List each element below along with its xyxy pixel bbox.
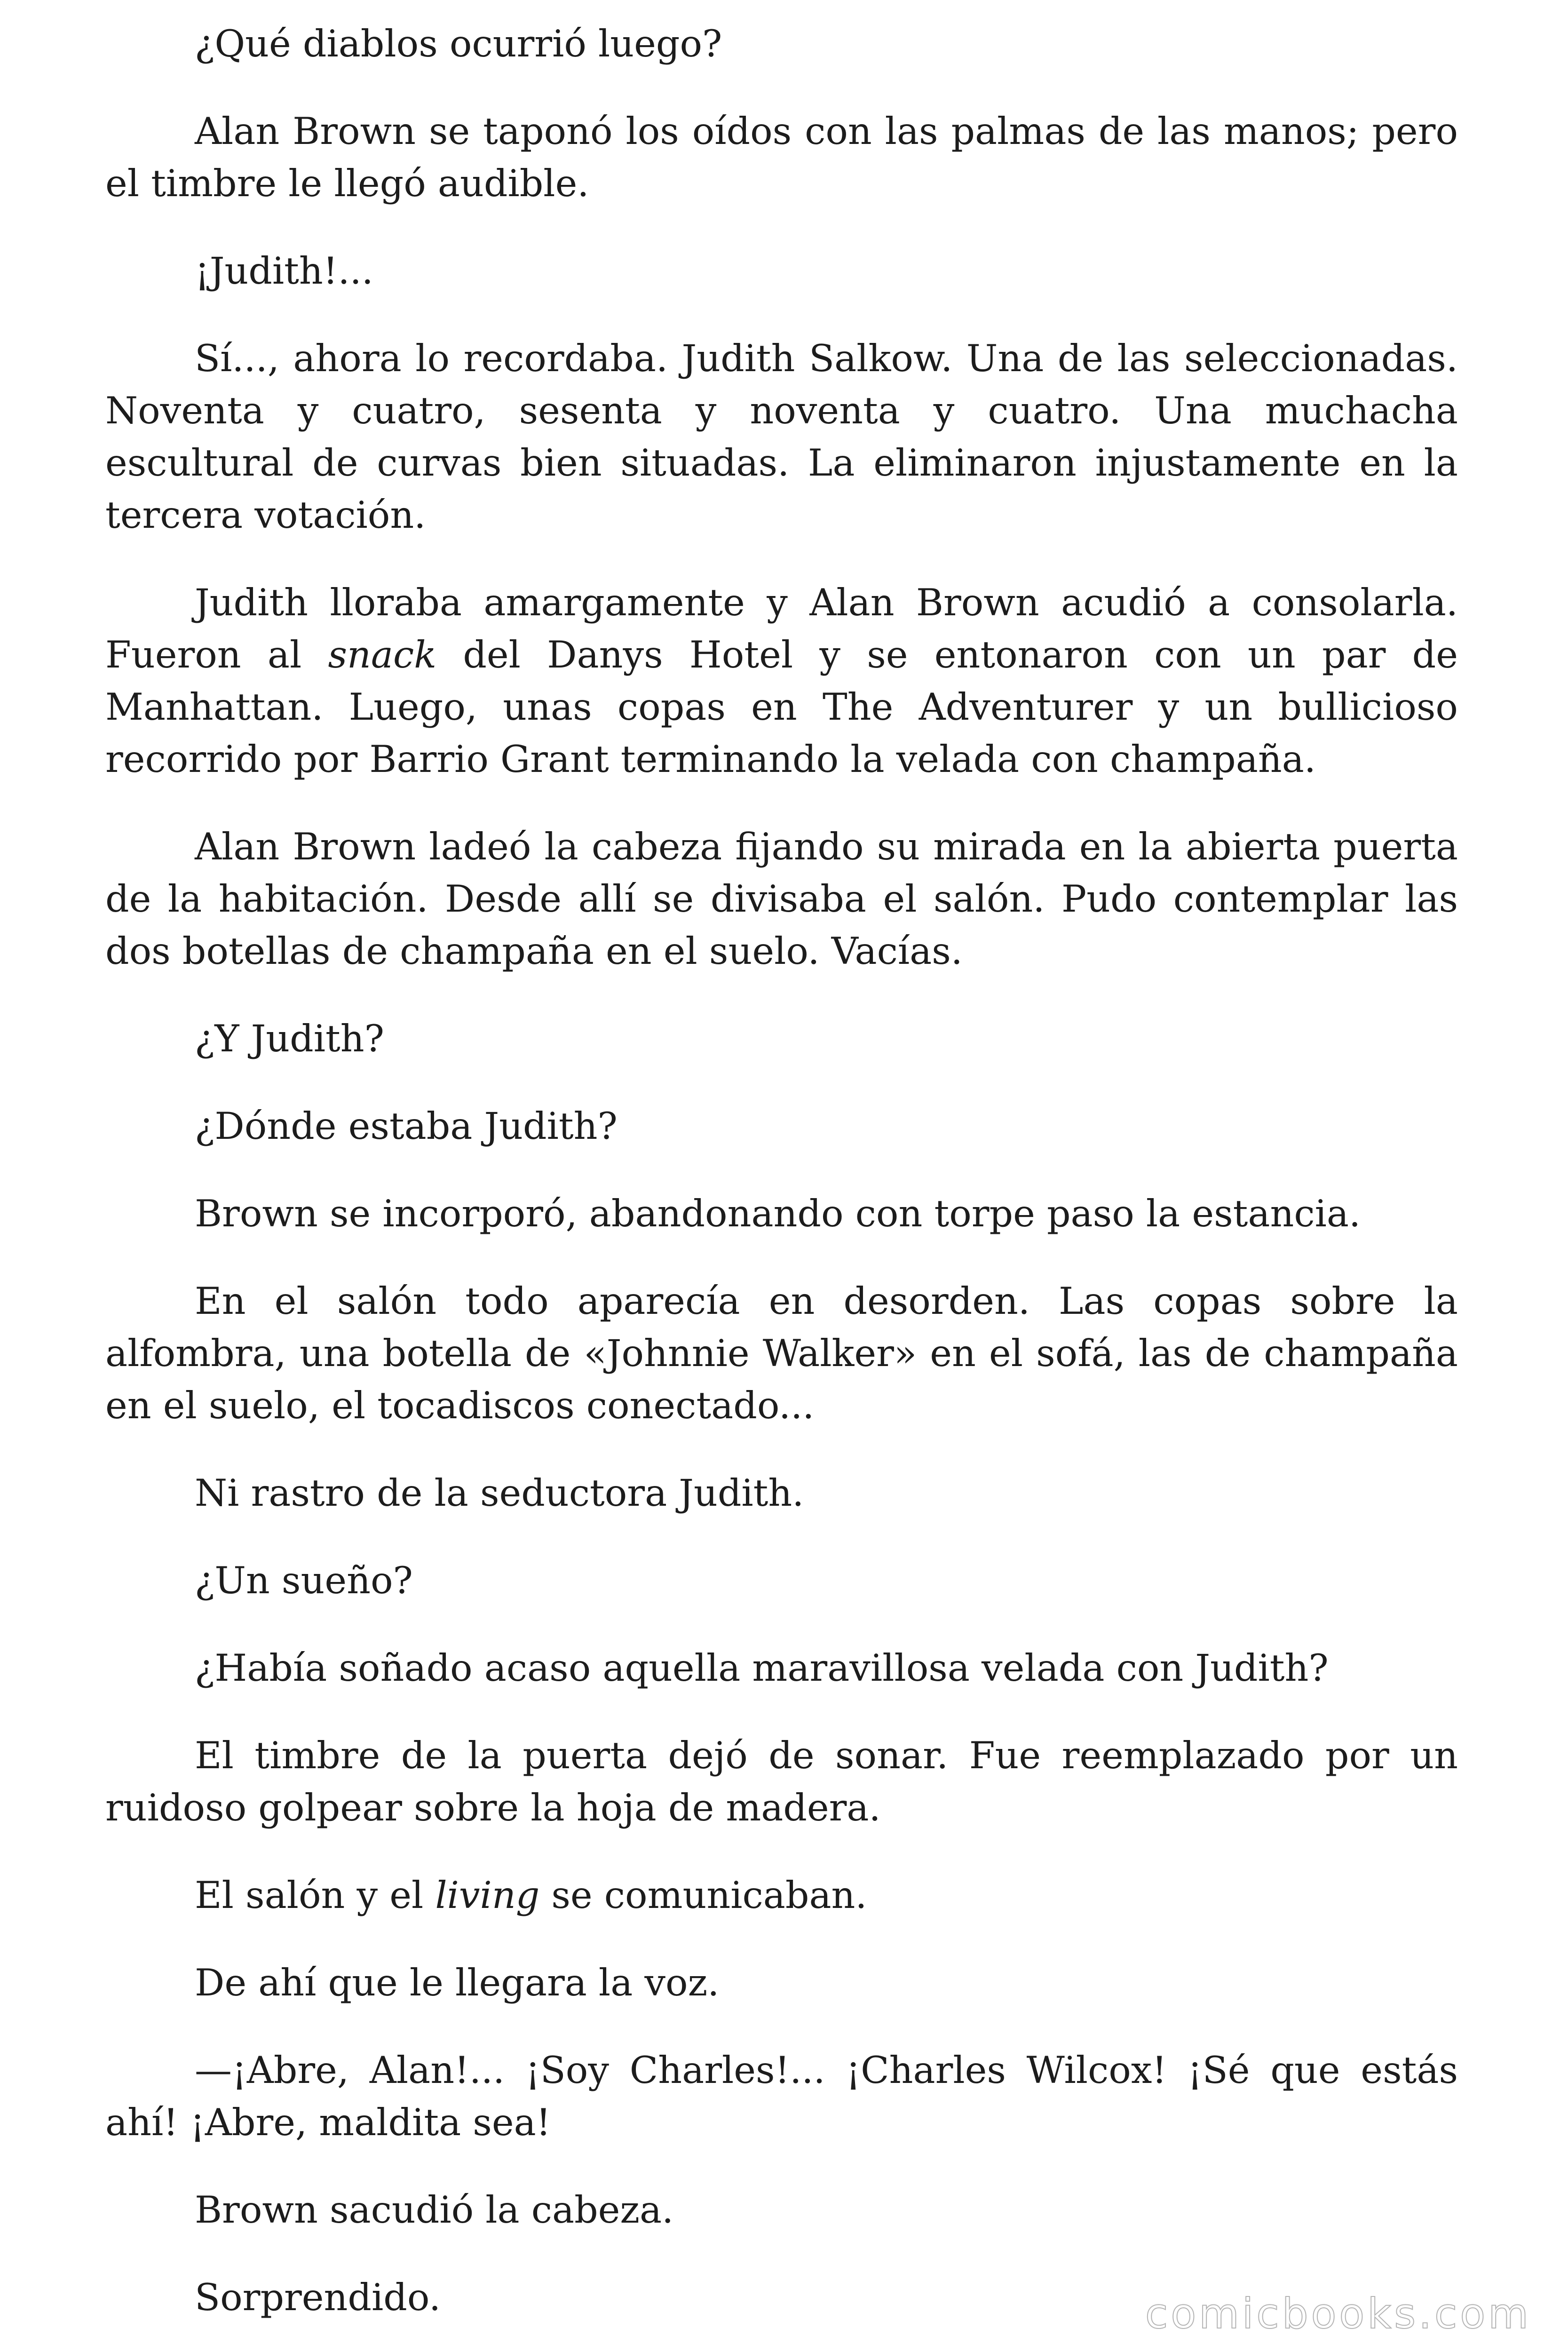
paragraph — [105, 1957, 1458, 2009]
italic-word: living — [435, 1874, 540, 1917]
watermark: comicbooks.com — [1145, 2289, 1531, 2338]
paragraph — [105, 1100, 1458, 1152]
italic-word: snack — [328, 633, 437, 676]
paragraph — [105, 2184, 1458, 2236]
text-run: ¿Qué diablos ocurrió luego? — [195, 22, 722, 65]
paragraph — [105, 1730, 1458, 1834]
paragraph — [105, 577, 1458, 786]
text-run: De ahí que le llegara la voz. — [195, 1961, 720, 2004]
paragraph — [105, 1555, 1458, 1607]
text-run: Alan Brown ladeó la cabeza fijando su mirada en la abierta puerta de la habitación. Desde allí se divisaba el salón. Pudo contemplar las dos botellas de champaña en el suelo. Vacías. — [105, 825, 1458, 973]
paragraph — [105, 1188, 1458, 1240]
text-run: del Danys Hotel y se entonaron con un par de Manhattan. Luego, unas copas en The Adventurer y un bullicioso recorrido por Barrio Grant terminando la velada con champaña. — [105, 633, 1458, 781]
paragraph — [105, 105, 1458, 210]
text-run: ¿Y Judith? — [195, 1017, 384, 1060]
text-run: El salón y el — [195, 1874, 436, 1917]
text-run: Brown sacudió la cabeza. — [195, 2188, 674, 2232]
text-run: Sorprendido. — [195, 2276, 441, 2319]
paragraph — [105, 2044, 1458, 2149]
text-run: Sí..., ahora lo recordaba. Judith Salkow. Una de las seleccionadas. Noventa y cuatro, sesenta y noventa y cuatro. Una muchacha escultural de curvas bien situadas. La eliminaron injustamente en la tercera votación. — [105, 337, 1458, 537]
text-run: ¿Un sueño? — [195, 1559, 413, 1602]
paragraph — [105, 1467, 1458, 1519]
text-run: Brown se incorporó, abandonando con torpe paso la estancia. — [195, 1192, 1361, 1235]
text-run: ¿Había soñado acaso aquella maravillosa velada con Judith? — [195, 1646, 1329, 1690]
paragraph — [105, 245, 1458, 297]
paragraph — [105, 1642, 1458, 1694]
text-run: se comunicaban. — [539, 1874, 867, 1917]
paragraph — [105, 333, 1458, 541]
text-run: ¡Judith!... — [195, 249, 373, 293]
text-run: Alan Brown se taponó los oídos con las palmas de las manos; pero el timbre le llegó audible. — [105, 110, 1458, 205]
text-run: Ni rastro de la seductora Judith. — [195, 1471, 804, 1515]
text-run: ¿Dónde estaba Judith? — [195, 1104, 618, 1148]
text-run: —¡Abre, Alan!... ¡Soy Charles!... ¡Charles Wilcox! ¡Sé que estás ahí! ¡Abre, maldita sea! — [105, 2049, 1458, 2144]
paragraph — [105, 1013, 1458, 1065]
paragraph — [105, 1275, 1458, 1432]
text-run: Judith lloraba amargamente y Alan Brown acudió a consolarla. Fueron al — [105, 581, 1458, 676]
text-run: El timbre de la puerta dejó de sonar. Fue reemplazado por un ruidoso golpear sobre la hoja de madera. — [105, 1734, 1458, 1829]
text-run: En el salón todo aparecía en desorden. Las copas sobre la alfombra, una botella de «Johnnie Walker» en el sofá, las de champaña en el suelo, el tocadiscos conectado... — [105, 1279, 1458, 1427]
paragraph — [105, 1869, 1458, 1922]
book-page — [105, 18, 1458, 2352]
paragraph — [105, 18, 1458, 70]
paragraph — [105, 821, 1458, 977]
